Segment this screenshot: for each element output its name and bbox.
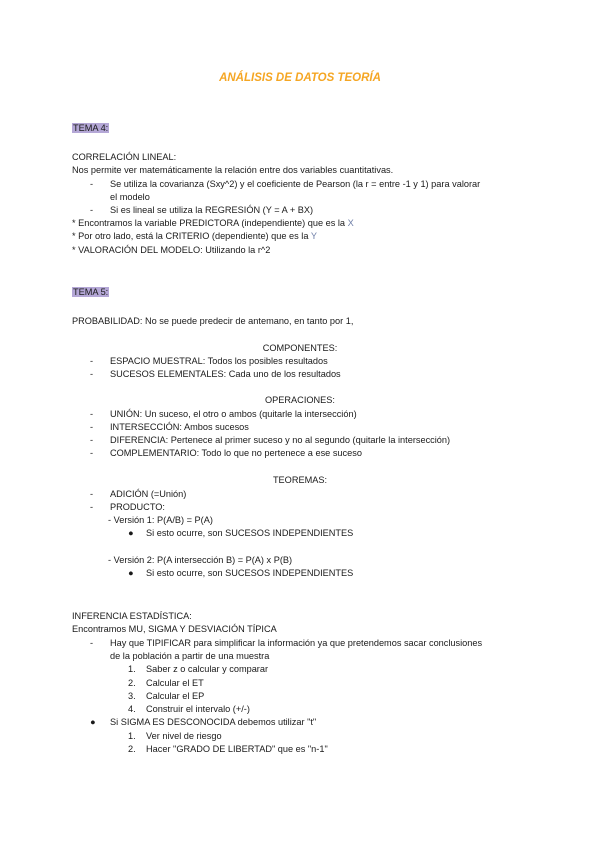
version2-text: - Versión 2: P(A intersección B) = P(A) x P(B): [108, 555, 293, 565]
paso-item: Construir el intervalo (+/-): [146, 704, 250, 714]
tema5-heading: TEMA 5:: [73, 287, 109, 297]
dash-bullet: -: [90, 369, 94, 379]
dash-bullet: -: [90, 422, 94, 432]
componente-item: SUCESOS ELEMENTALES: Cada uno de los resultados: [110, 369, 341, 379]
paso-item: Saber z o calcular y comparar: [146, 664, 269, 674]
componente-item: ESPACIO MUESTRAL: Todos los posibles resultados: [110, 356, 328, 366]
version2-note: Si esto ocurre, son SUCESOS INDEPENDIENTES: [146, 568, 354, 578]
document-title: ANÁLISIS DE DATOS TEORÍA: [219, 72, 381, 84]
probabilidad-text: PROBABILIDAD: No se puede predecir de antemano, en tanto por 1,: [72, 316, 354, 326]
note-criterio: * Por otro lado, está la CRITERIO (dependiente) que es la Y: [72, 231, 317, 241]
dash-bullet: -: [90, 489, 94, 499]
teorema-item: PRODUCTO:: [110, 502, 165, 512]
teorema-item: ADICIÓN (=Unión): [110, 489, 187, 499]
operacion-item: UNIÓN: Un suceso, el otro o ambos (quitarle la intersección): [110, 409, 357, 419]
step-number: 3.: [128, 691, 136, 701]
inferencia-subtitle: Encontramos MU, SIGMA Y DESVIACIÓN TÍPICA: [72, 624, 277, 634]
note-predictora: * Encontramos la variable PREDICTORA (independiente) que es la X: [72, 218, 354, 228]
correlacion-intro: Nos permite ver matemáticamente la relación entre dos variables cuantitativas.: [72, 165, 394, 175]
dash-bullet: -: [90, 356, 94, 366]
sigma-text: Si SIGMA ES DESCONOCIDA debemos utilizar "t": [110, 717, 317, 727]
version1-text: - Versión 1: P(A/B) = P(A): [108, 515, 213, 525]
bullet-regresion: Si es lineal se utiliza la REGRESIÓN (Y = A + BX): [110, 205, 314, 215]
operacion-item: DIFERENCIA: Pertenece al primer suceso y no al segundo (quitarle la intersección): [110, 435, 451, 445]
dash-bullet: -: [90, 502, 94, 512]
dash-bullet: -: [90, 435, 94, 445]
dash-bullet: -: [90, 205, 94, 215]
version1-note: Si esto ocurre, son SUCESOS INDEPENDIENTES: [146, 528, 354, 538]
operacion-item: INTERSECCIÓN: Ambos sucesos: [110, 422, 249, 432]
operaciones-heading: OPERACIONES:: [265, 395, 335, 405]
bullet-covarianza: Se utiliza la covarianza (Sxy^2) y el coeficiente de Pearson (la r = entre -1 y 1) para valorar: [110, 179, 481, 189]
dash-bullet: -: [90, 179, 94, 189]
dash-bullet: -: [90, 448, 94, 458]
operacion-item: COMPLEMENTARIO: Todo lo que no pertenece a ese suceso: [110, 448, 362, 458]
sigma-paso: Ver nivel de riesgo: [146, 731, 222, 741]
inferencia-heading: INFERENCIA ESTADÍSTICA:: [72, 611, 192, 621]
tipificar-text: Hay que TIPIFICAR para simplificar la información ya que pretendemos sacar conclusiones: [110, 638, 483, 648]
step-number: 4.: [128, 704, 136, 714]
tipificar-text-cont: de la población a partir de una muestra: [110, 651, 270, 661]
step-number: 1.: [128, 731, 136, 741]
correlacion-heading: CORRELACIÓN LINEAL:: [72, 152, 177, 162]
step-number: 1.: [128, 664, 136, 674]
dash-bullet: -: [90, 409, 94, 419]
teoremas-heading: TEOREMAS:: [272, 475, 328, 485]
componentes-heading: COMPONENTES:: [262, 343, 338, 353]
bullet-dot: ●: [128, 528, 134, 538]
step-number: 2.: [128, 744, 136, 754]
step-number: 2.: [128, 678, 136, 688]
paso-item: Calcular el EP: [146, 691, 205, 701]
note-valoracion: * VALORACIÓN DEL MODELO: Utilizando la r^2: [72, 245, 271, 255]
bullet-dot: ●: [128, 568, 134, 578]
dash-bullet: -: [90, 638, 94, 648]
tema4-heading: TEMA 4:: [73, 123, 109, 133]
bullet-dot: ●: [90, 717, 96, 727]
bullet-covarianza-cont: el modelo: [110, 192, 150, 202]
sigma-paso: Hacer "GRADO DE LIBERTAD" que es "n-1": [146, 744, 328, 754]
paso-item: Calcular el ET: [146, 678, 204, 688]
